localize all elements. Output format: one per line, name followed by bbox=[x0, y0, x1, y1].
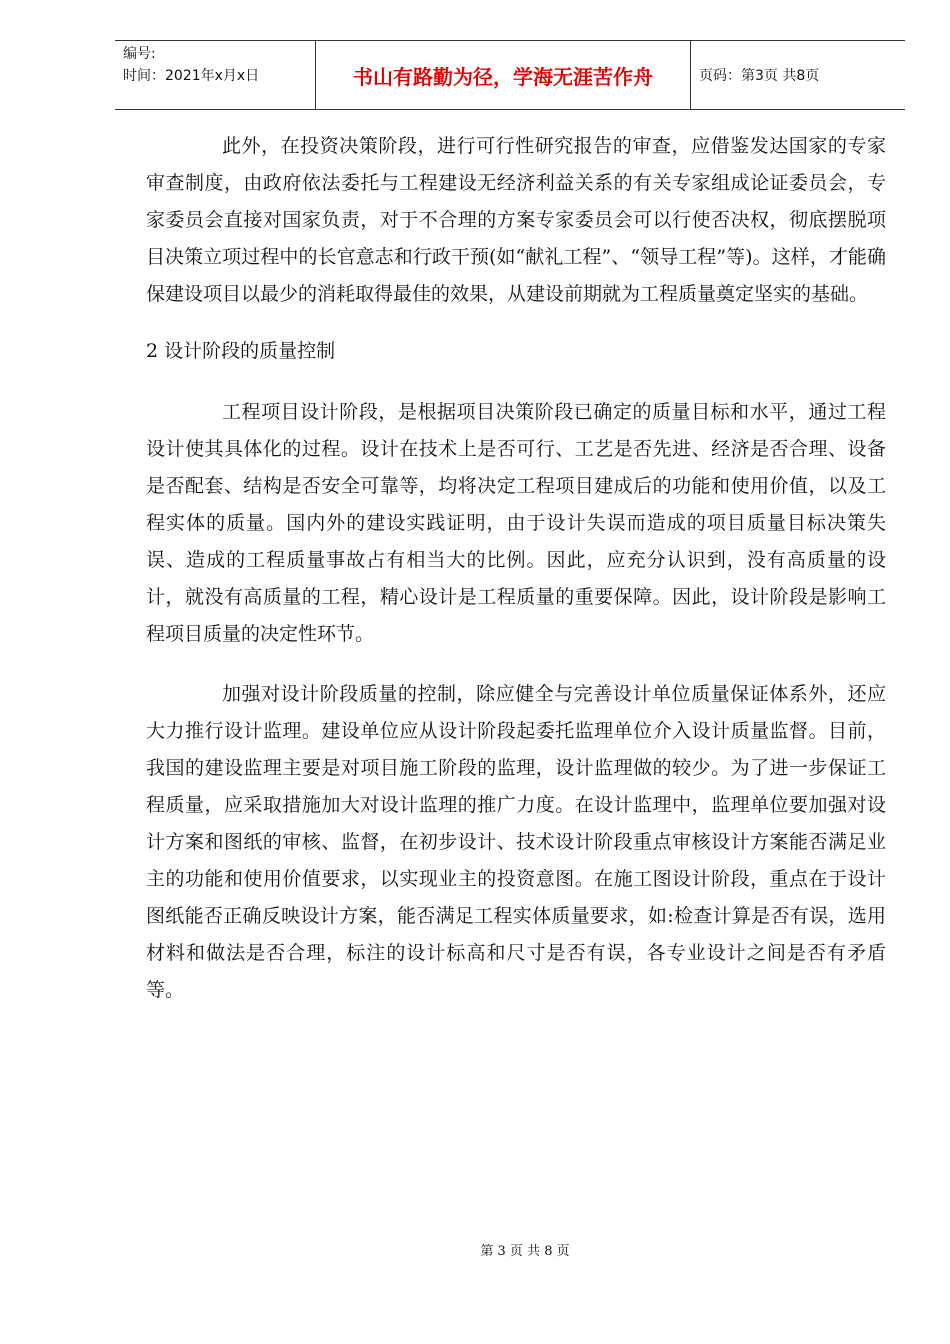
page-header bbox=[115, 40, 905, 110]
paragraph: 工程项目设计阶段，是根据项目决策阶段已确定的质量目标和水平，通过工程设计使其具体化的过程。设计在技术上是否可行、工艺是否先进、经济是否合理、设备是否配套、结构是否安全可靠等，均将决定工程项目建成后的功能和使用价值，以及工程实体的质量。国内外的建设实践证明，由于设计失误而造成的项目质量目标决策失误、造成的工程质量事故占有相当大的比例。因此，应充分认识到，没有高质量的设计，就没有高质量的工程，精心设计是工程质量的重要保障。因此，设计阶段是影响工程项目质量的决定性环节。 bbox=[146, 401, 886, 645]
header-motto: 书山有路勤为径，学海无涯苦作舟 bbox=[316, 41, 691, 109]
document-body bbox=[146, 128, 886, 1009]
header-page-info: 页码：第3页 共8页 bbox=[699, 68, 820, 84]
paragraph: 此外，在投资决策阶段，进行可行性研究报告的审查，应借鉴发达国家的专家审查制度，由政府依法委托与工程建设无经济利益关系的有关专家组成论证委员会，专家委员会直接对国家负责，对于不合理的方案专家委员会可以行使否决权，彻底摆脱项目决策立项过程中的长官意志和行政干预(如“献礼工程”、“领导工程”等)。这样，才能确保建设项目以最少的消耗取得最佳的效果，从建设前期就为工程质量奠定坚实的基础。 bbox=[146, 135, 886, 305]
document-number: 编号: bbox=[123, 46, 156, 62]
paragraph: 加强对设计阶段质量的控制，除应健全与完善设计单位质量保证体系外，还应大力推行设计监理。建设单位应从设计阶段起委托监理单位介入设计质量监督。目前，我国的建设监理主要是对项目施工阶段的监理，设计监理做的较少。为了进一步保证工程质量，应采取措施加大对设计监理的推广力度。在设计监理中，监理单位要加强对设计方案和图纸的审核、监督，在初步设计、技术设计阶段重点审核设计方案能否满足业主的功能和使用价值要求，以实现业主的投资意图。在施工图设计阶段，重点在于设计图纸能否正确反映设计方案，能否满足工程实体质量要求，如:检查计算是否有误，选用材料和做法是否合理，标注的设计标高和尺寸是否有误，各专业设计之间是否有矛盾等。 bbox=[146, 683, 886, 1001]
document-time: 时间：2021年x月x日 bbox=[123, 68, 260, 84]
header-meta bbox=[115, 41, 316, 109]
section-heading: 2 设计阶段的质量控制 bbox=[146, 340, 336, 362]
page-footer: 第 3 页 共 8 页 bbox=[480, 1244, 570, 1259]
